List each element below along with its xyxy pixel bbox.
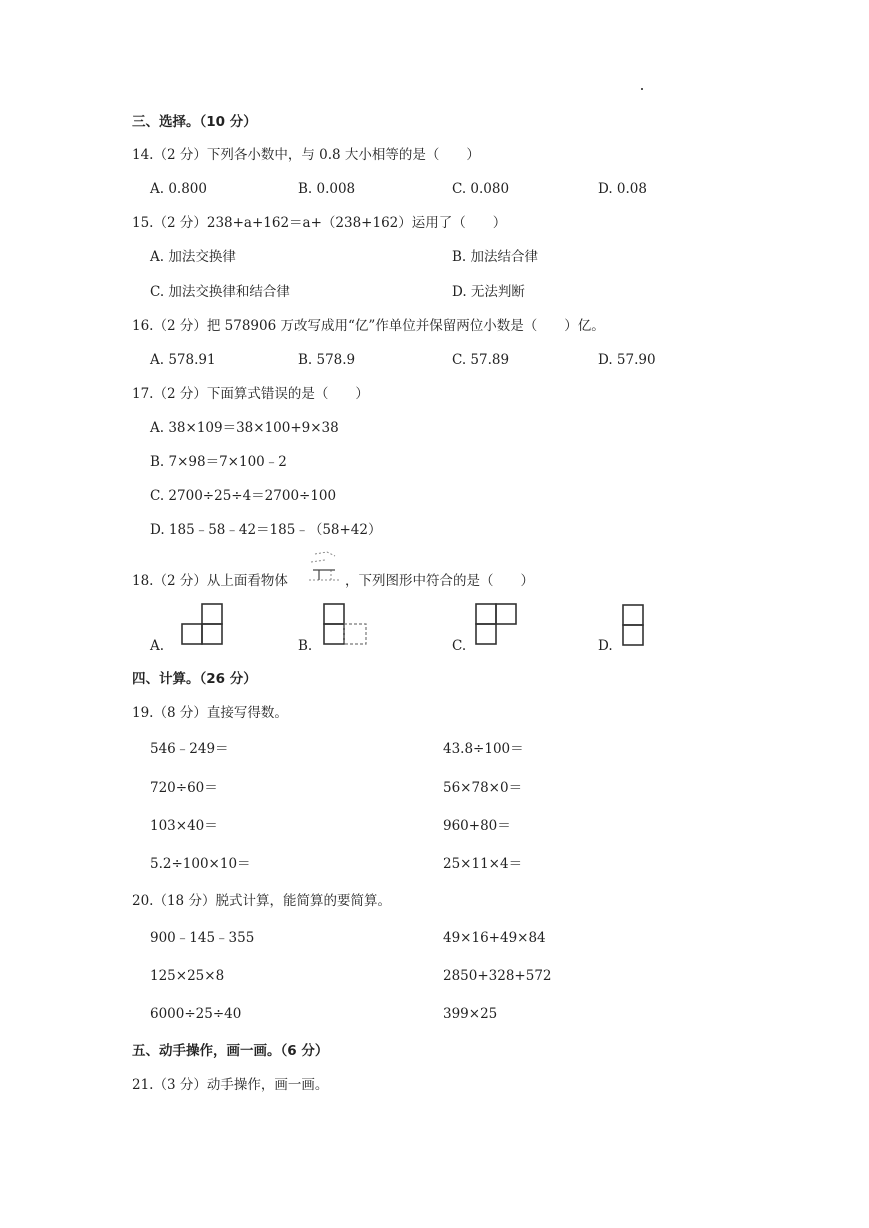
question-21-stem: 21.（3 分）动手操作，画一画。 xyxy=(132,1077,329,1093)
option-b-shape[interactable] xyxy=(322,602,370,648)
question-15-option-c[interactable]: C. 加法交换律和结合律 xyxy=(150,284,290,300)
option-a-shape[interactable] xyxy=(180,602,226,648)
question-16-option-d[interactable]: D. 57.90 xyxy=(598,352,656,368)
question-14-option-d[interactable]: D. 0.08 xyxy=(598,181,647,197)
question-15-option-b[interactable]: B. 加法结合律 xyxy=(452,249,539,265)
question-19-stem: 19.（8 分）直接写得数。 xyxy=(132,705,288,721)
section-heading-choice: 三、选择。（10 分） xyxy=(132,114,257,130)
question-20-stem: 20.（18 分）脱式计算，能简算的要简算。 xyxy=(132,893,391,909)
option-d-shape[interactable] xyxy=(620,602,648,650)
question-14-option-a[interactable]: A. 0.800 xyxy=(150,181,207,197)
option-c-shape[interactable] xyxy=(474,602,520,648)
question-18-option-a-label[interactable]: A. xyxy=(150,638,165,654)
section-heading-calculation: 四、计算。（26 分） xyxy=(132,671,257,687)
q19-item: 546﹣249＝ xyxy=(150,741,229,757)
question-18-option-c-label[interactable]: C. xyxy=(452,638,467,654)
question-15-option-d[interactable]: D. 无法判断 xyxy=(452,284,525,300)
solid-object-figure xyxy=(305,550,345,586)
question-14-option-c[interactable]: C. 0.080 xyxy=(452,181,510,197)
q19-item: 43.8÷100＝ xyxy=(443,741,524,757)
question-17-option-d[interactable]: D. 185﹣58﹣42＝185﹣（58+42） xyxy=(150,522,382,538)
q20-item: 900﹣145﹣355 xyxy=(150,930,255,946)
q20-item: 6000÷25÷40 xyxy=(150,1006,242,1022)
question-17-option-b[interactable]: B. 7×98＝7×100﹣2 xyxy=(150,454,287,470)
q20-item: 49×16+49×84 xyxy=(443,930,546,946)
question-18-option-b-label[interactable]: B. xyxy=(298,638,313,654)
q19-item: 103×40＝ xyxy=(150,818,218,834)
page-mark xyxy=(641,88,643,90)
question-17-stem: 17.（2 分）下面算式错误的是（ ） xyxy=(132,386,369,402)
question-16-option-c[interactable]: C. 57.89 xyxy=(452,352,510,368)
question-16-option-a[interactable]: A. 578.91 xyxy=(150,352,216,368)
question-17-option-a[interactable]: A. 38×109＝38×100+9×38 xyxy=(150,420,339,436)
section-heading-drawing: 五、动手操作，画一画。（6 分） xyxy=(132,1043,329,1059)
question-16-option-b[interactable]: B. 578.9 xyxy=(298,352,356,368)
q20-item: 399×25 xyxy=(443,1006,498,1022)
question-14-option-b[interactable]: B. 0.008 xyxy=(298,181,356,197)
question-15-stem: 15.（2 分）238+a+162＝a+（238+162）运用了（ ） xyxy=(132,215,507,231)
question-18-stem-end: ，下列图形中符合的是（ ） xyxy=(345,573,534,589)
q20-item: 2850+328+572 xyxy=(443,968,552,984)
question-17-option-c[interactable]: C. 2700÷25÷4＝2700÷100 xyxy=(150,488,337,504)
q20-item: 125×25×8 xyxy=(150,968,225,984)
question-14-stem: 14.（2 分）下列各小数中，与 0.8 大小相等的是（ ） xyxy=(132,147,480,163)
question-15-option-a[interactable]: A. 加法交换律 xyxy=(150,249,236,265)
q19-item: 960+80＝ xyxy=(443,818,511,834)
question-16-stem: 16.（2 分）把 578906 万改写成用“亿”作单位并保留两位小数是（ ）亿。 xyxy=(132,318,605,334)
q19-item: 720÷60＝ xyxy=(150,780,218,796)
q19-item: 25×11×4＝ xyxy=(443,856,523,872)
question-18-stem-start: 18.（2 分）从上面看物体 xyxy=(132,573,288,589)
q19-item: 5.2÷100×10＝ xyxy=(150,856,251,872)
question-18-option-d-label[interactable]: D. xyxy=(598,638,613,654)
q19-item: 56×78×0＝ xyxy=(443,780,523,796)
